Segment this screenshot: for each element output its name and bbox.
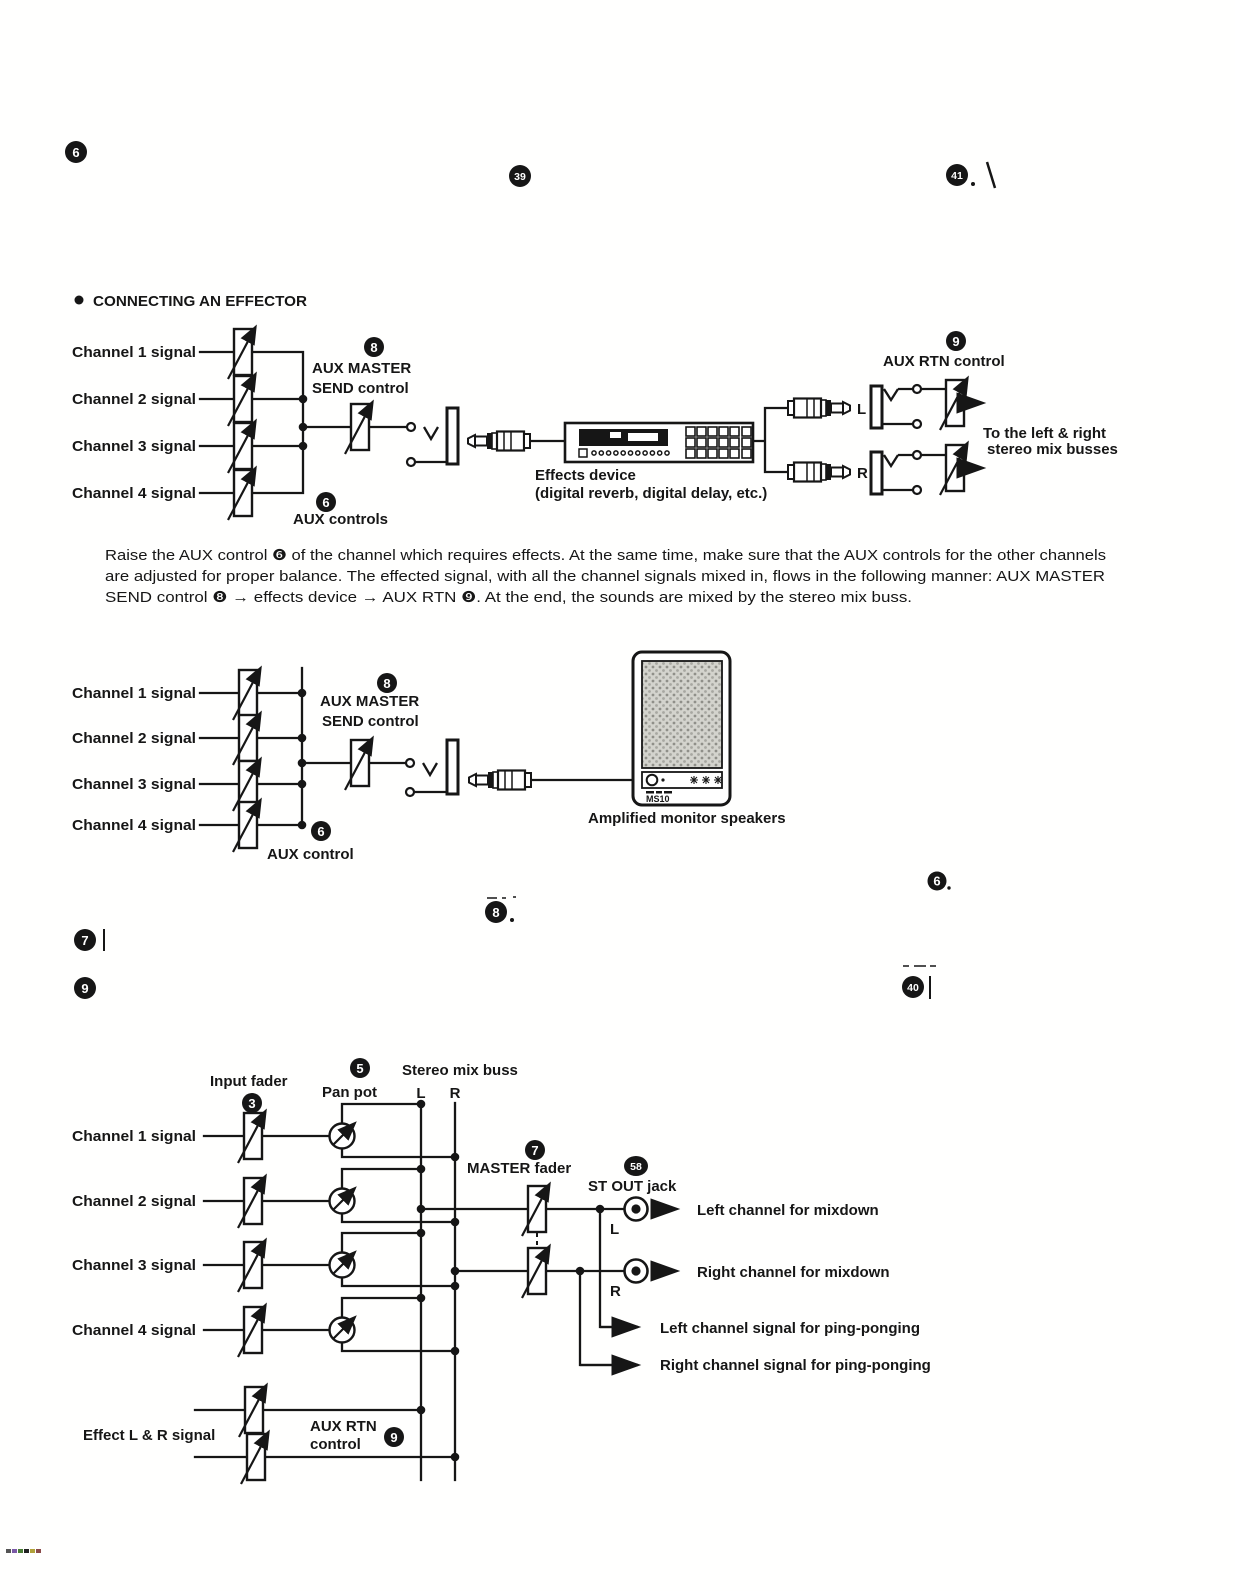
aux-rtn-fader-l <box>239 1386 266 1437</box>
aux-master-send-fader <box>345 403 372 454</box>
stray-badge-top-center <box>509 165 531 187</box>
d2-aux-control-badge <box>311 821 331 841</box>
paragraph-line-3: SEND control ❽ → effects device → AUX RTN ❾. At the end, the sounds are mixed by the stereo mix buss. <box>105 589 912 606</box>
to-busses-label-2: stereo mix busses <box>987 441 1118 458</box>
right-pingpong-label: Right channel signal for ping-ponging <box>660 1357 931 1374</box>
input-fader-ch1 <box>238 1112 265 1163</box>
d2-aux-control-label: AUX control <box>267 846 354 863</box>
aux-control-fader-ch2 <box>228 375 255 426</box>
pan-pot-ch4 <box>330 1318 355 1343</box>
aux-control-fader-ch1 <box>233 669 260 720</box>
aux-rtn-pot-l <box>940 379 967 430</box>
d3-aux-rtn-label-1: AUX RTN <box>310 1418 377 1435</box>
bus-l-label: L <box>416 1085 426 1102</box>
st-out-r-label: R <box>610 1283 621 1300</box>
d1-channel-1-label: Channel 1 signal <box>72 344 196 361</box>
effects-device-label-1: Effects device <box>535 467 636 484</box>
d3-aux-rtn-badge <box>384 1427 404 1447</box>
stray-badge-mid-right-6 <box>928 872 951 891</box>
left-pingpong-label: Left channel signal for ping-ponging <box>660 1320 920 1337</box>
bus-r-label: R <box>449 1085 461 1102</box>
d2-aux-master-send-label-1: AUX MASTER <box>320 693 420 710</box>
monitor-diagram <box>72 652 786 863</box>
speaker-grille <box>642 661 722 768</box>
d1-channel-3-label: Channel 3 signal <box>72 438 196 455</box>
body-paragraph <box>105 547 1106 606</box>
d2-aux-control-badge-num: 6 <box>317 823 325 839</box>
stray-badge-top-left-num: 6 <box>72 144 80 160</box>
pan-pot-badge <box>350 1058 370 1078</box>
aux-send-jack <box>406 740 458 796</box>
d3-aux-rtn-badge-num: 9 <box>390 1429 398 1445</box>
stray-badge-top-right-num: 41 <box>951 170 963 182</box>
phone-plug-send <box>468 432 530 451</box>
pan-pot-ch3 <box>330 1253 355 1278</box>
speaker-volume-knob <box>647 775 658 786</box>
effector-diagram <box>72 328 1118 528</box>
d1-channel-2-label: Channel 2 signal <box>72 391 196 408</box>
right-mixdown-label: Right channel for mixdown <box>697 1264 890 1281</box>
aux-control-fader-ch4 <box>228 469 255 520</box>
stray-badge-mid-9-num: 9 <box>81 980 89 996</box>
input-fader-ch2 <box>238 1177 265 1228</box>
aux-control-fader-ch3 <box>228 422 255 473</box>
effect-signal-label: Effect L & R signal <box>83 1427 216 1444</box>
stray-badge-top-center-num: 39 <box>514 171 526 183</box>
d2-channel-2-label: Channel 2 signal <box>72 730 196 747</box>
d1-aux-rtn-label: AUX RTN control <box>883 353 1005 370</box>
stray-badge-mid-7-num: 7 <box>81 932 89 948</box>
d1-aux-controls-badge <box>316 492 336 512</box>
master-fader-badge <box>525 1140 545 1160</box>
pan-pot-ch1 <box>330 1124 355 1149</box>
st-out-l-label: L <box>610 1221 620 1238</box>
aux-master-send-fader <box>345 739 372 790</box>
aux-rtn-jack-r <box>871 451 946 494</box>
to-busses-label-1: To the left & right <box>983 425 1107 442</box>
d1-channel-4-label: Channel 4 signal <box>72 485 196 502</box>
st-out-badge-num: 58 <box>630 1161 642 1173</box>
d2-channel-1-label: Channel 1 signal <box>72 685 196 702</box>
d1-aux-controls-badge-num: 6 <box>322 494 330 510</box>
monitor-speaker-label: Amplified monitor speakers <box>588 810 786 827</box>
d1-aux-master-send-badge-num: 8 <box>370 339 378 355</box>
aux-send-jack <box>407 408 458 466</box>
st-out-jack-r <box>625 1260 648 1283</box>
master-fader-badge-num: 7 <box>531 1142 539 1158</box>
d3-channel-3-label: Channel 3 signal <box>72 1257 196 1274</box>
phone-plug-monitor <box>469 771 531 790</box>
stray-badge-mid-right-40 <box>902 966 936 999</box>
effects-keypad <box>686 427 751 458</box>
pan-pot-ch2 <box>330 1189 355 1214</box>
effects-device <box>565 423 753 462</box>
st-out-jack-l <box>625 1198 648 1221</box>
aux-control-fader-ch2 <box>233 714 260 765</box>
input-fader-ch3 <box>238 1241 265 1292</box>
monitor-wiring <box>200 668 633 825</box>
st-out-badge <box>624 1156 648 1176</box>
aux-rtn-jack-l <box>871 385 946 428</box>
input-fader-label: Input fader <box>210 1073 288 1090</box>
d1-aux-controls-label: AUX controls <box>293 511 389 528</box>
speaker-logo-text: MS10 <box>646 794 670 804</box>
stray-badge-mid-right-6-num: 6 <box>933 873 941 889</box>
phone-plug-return-r <box>788 463 850 482</box>
mixdown-diagram <box>72 1058 931 1484</box>
d3-channel-1-label: Channel 1 signal <box>72 1128 196 1145</box>
master-fader-r <box>522 1247 549 1298</box>
stray-badge-top-left <box>65 141 87 163</box>
stray-badge-mid-right-40-num: 40 <box>907 982 919 994</box>
return-plug-r-label: R <box>857 465 868 482</box>
d1-aux-master-send-badge <box>364 337 384 357</box>
return-plug-l-label: L <box>857 401 867 418</box>
master-fader-label: MASTER fader <box>467 1160 572 1177</box>
d3-aux-rtn-label-2: control <box>310 1436 361 1453</box>
master-fader-l <box>522 1185 549 1236</box>
d2-aux-master-send-label-2: SEND control <box>322 713 419 730</box>
pan-pot-label: Pan pot <box>322 1084 377 1101</box>
d2-channel-3-label: Channel 3 signal <box>72 776 196 793</box>
input-fader-badge-num: 3 <box>248 1095 256 1111</box>
stereo-mix-buss-label: Stereo mix buss <box>402 1062 518 1079</box>
d2-aux-master-send-badge <box>377 673 397 693</box>
stray-badge-mid-8 <box>485 897 516 923</box>
pan-pot-badge-num: 5 <box>356 1060 364 1076</box>
aux-control-fader-ch4 <box>233 801 260 852</box>
stray-badge-top-right <box>946 162 995 188</box>
d1-aux-master-send-label-1: AUX MASTER <box>312 360 412 377</box>
paragraph-line-2: are adjusted for proper balance. The effected signal, with all the channel signals mixed in, flows in the following manner: AUX MASTER <box>105 568 1106 585</box>
stray-badge-mid-9 <box>74 977 96 999</box>
stray-badge-mid-8-num: 8 <box>492 904 500 920</box>
paragraph-line-1: Raise the AUX control ❻ of the channel which requires effects. At the same time, make sure that the AUX controls for the other channels <box>105 547 1106 564</box>
phone-plug-return-l <box>788 399 850 418</box>
d1-aux-rtn-badge-num: 9 <box>952 333 960 349</box>
st-out-jack-label: ST OUT jack <box>588 1178 677 1195</box>
input-fader-badge <box>242 1093 262 1113</box>
input-fader-ch4 <box>238 1306 265 1357</box>
aux-rtn-pot-r <box>940 444 967 495</box>
scan-artifact-strip <box>6 1549 41 1553</box>
d3-channel-2-label: Channel 2 signal <box>72 1193 196 1210</box>
d3-channel-4-label: Channel 4 signal <box>72 1322 196 1339</box>
section-title <box>75 293 308 310</box>
bullet-icon <box>75 296 84 305</box>
left-mixdown-label: Left channel for mixdown <box>697 1202 879 1219</box>
aux-control-fader-ch1 <box>228 328 255 379</box>
stray-badge-mid-7 <box>74 929 104 951</box>
monitor-speaker <box>633 652 730 805</box>
d1-aux-rtn-badge <box>946 331 966 351</box>
d2-aux-master-send-badge-num: 8 <box>383 675 391 691</box>
d1-aux-master-send-label-2: SEND control <box>312 380 409 397</box>
d2-channel-4-label: Channel 4 signal <box>72 817 196 834</box>
effects-device-label-2: (digital reverb, digital delay, etc.) <box>535 485 768 502</box>
section-title-text: CONNECTING AN EFFECTOR <box>93 293 308 310</box>
aux-rtn-fader-r <box>241 1433 268 1484</box>
